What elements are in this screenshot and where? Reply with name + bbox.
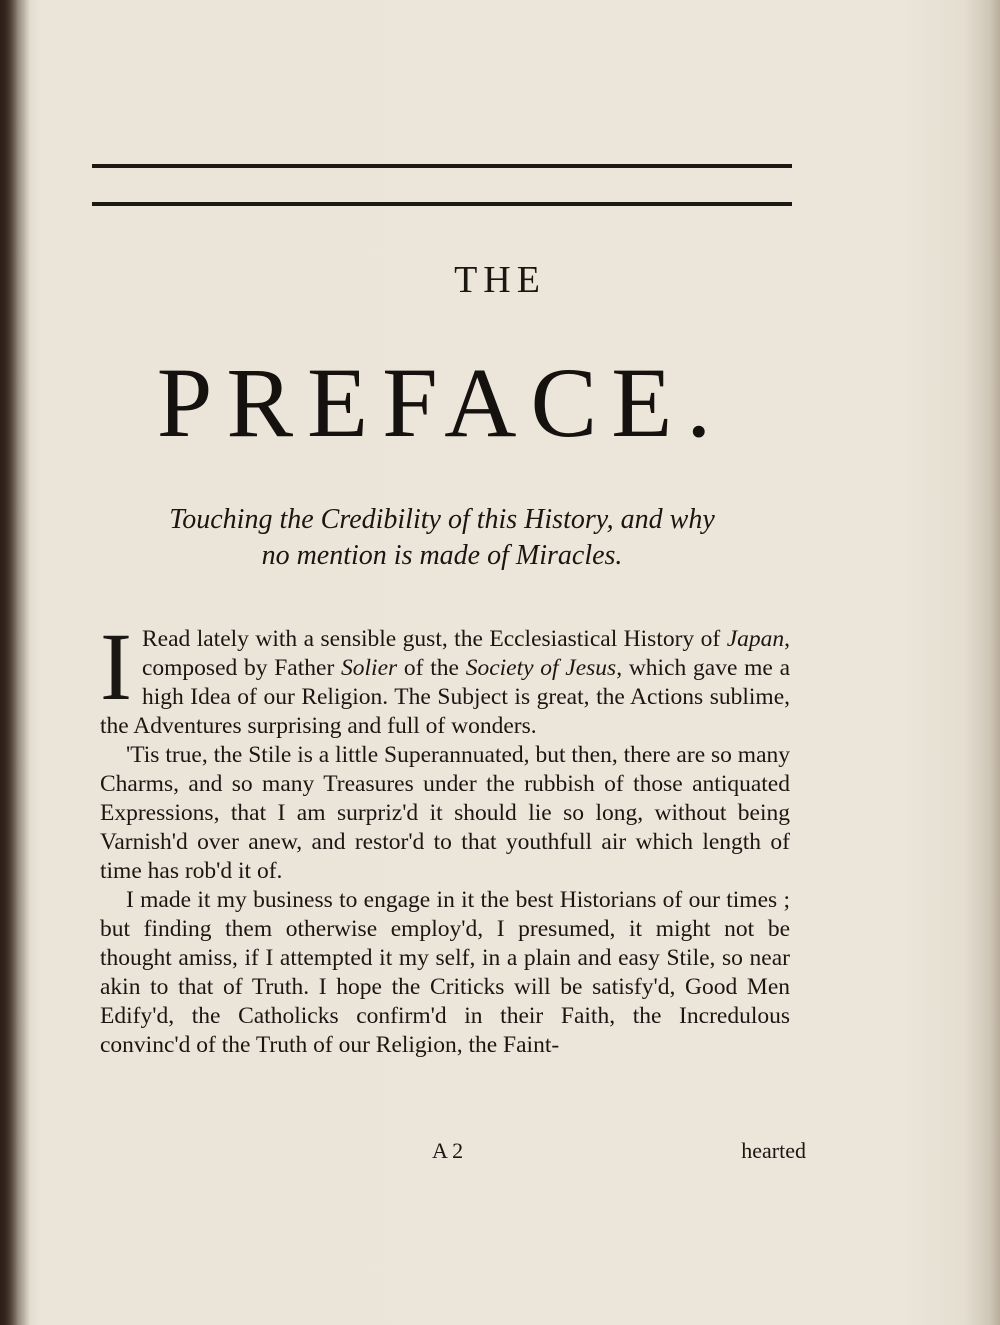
- drop-cap: I: [100, 613, 132, 720]
- top-rule: [92, 164, 792, 168]
- heading-the: THE: [454, 259, 546, 301]
- society-italic: Society of Jesus: [465, 655, 617, 681]
- gutter-shadow: [0, 0, 30, 1325]
- subtitle-line-2: no mention is made of Miracles.: [261, 540, 623, 571]
- second-rule: [92, 202, 792, 206]
- catchword: hearted: [741, 1138, 806, 1163]
- signature-mark: A 2: [432, 1138, 464, 1163]
- subtitle: [92, 502, 792, 574]
- heading-preface: PREFACE.: [156, 347, 726, 458]
- paragraph-1: I Read lately with a sensible gust, the Ecclesiastical History of Japan, composed by Father Solier of the Society of Jesus, which gave me a high Idea of our Religion. The Subject is great, the Actions sublime, the Adventures surprising and full of wonders.: [100, 613, 790, 739]
- japan-italic: Japan: [726, 626, 785, 652]
- paragraph-3: I made it my business to engage in it the best Historians of our times ; but finding them otherwise employ'd, I presumed, it might not be thought amiss, if I attempted it my self, in a plain and easy Stile, so near akin to that of Truth. I hope the Criticks will be satisfy'd, Good Men Edify'd, the Catholicks confirm'd in their Faith, the Incredulous convinc'd of the Truth of our Religion, the Faint-: [100, 887, 790, 1058]
- subtitle-line-1: Touching the Credibility of this History, and why: [169, 504, 715, 535]
- solier-italic: Solier: [341, 655, 398, 681]
- paragraph-2: 'Tis true, the Stile is a little Superannuated, but then, there are so many Charms, and so many Treasures under the rubbish of those antiquated Expressions, that I am surpriz'd it should lie so long, without being Varnish'd over anew, and restor'd to that youthfull air which length of time has rob'd it of.: [100, 742, 790, 884]
- body-text: [100, 613, 790, 1060]
